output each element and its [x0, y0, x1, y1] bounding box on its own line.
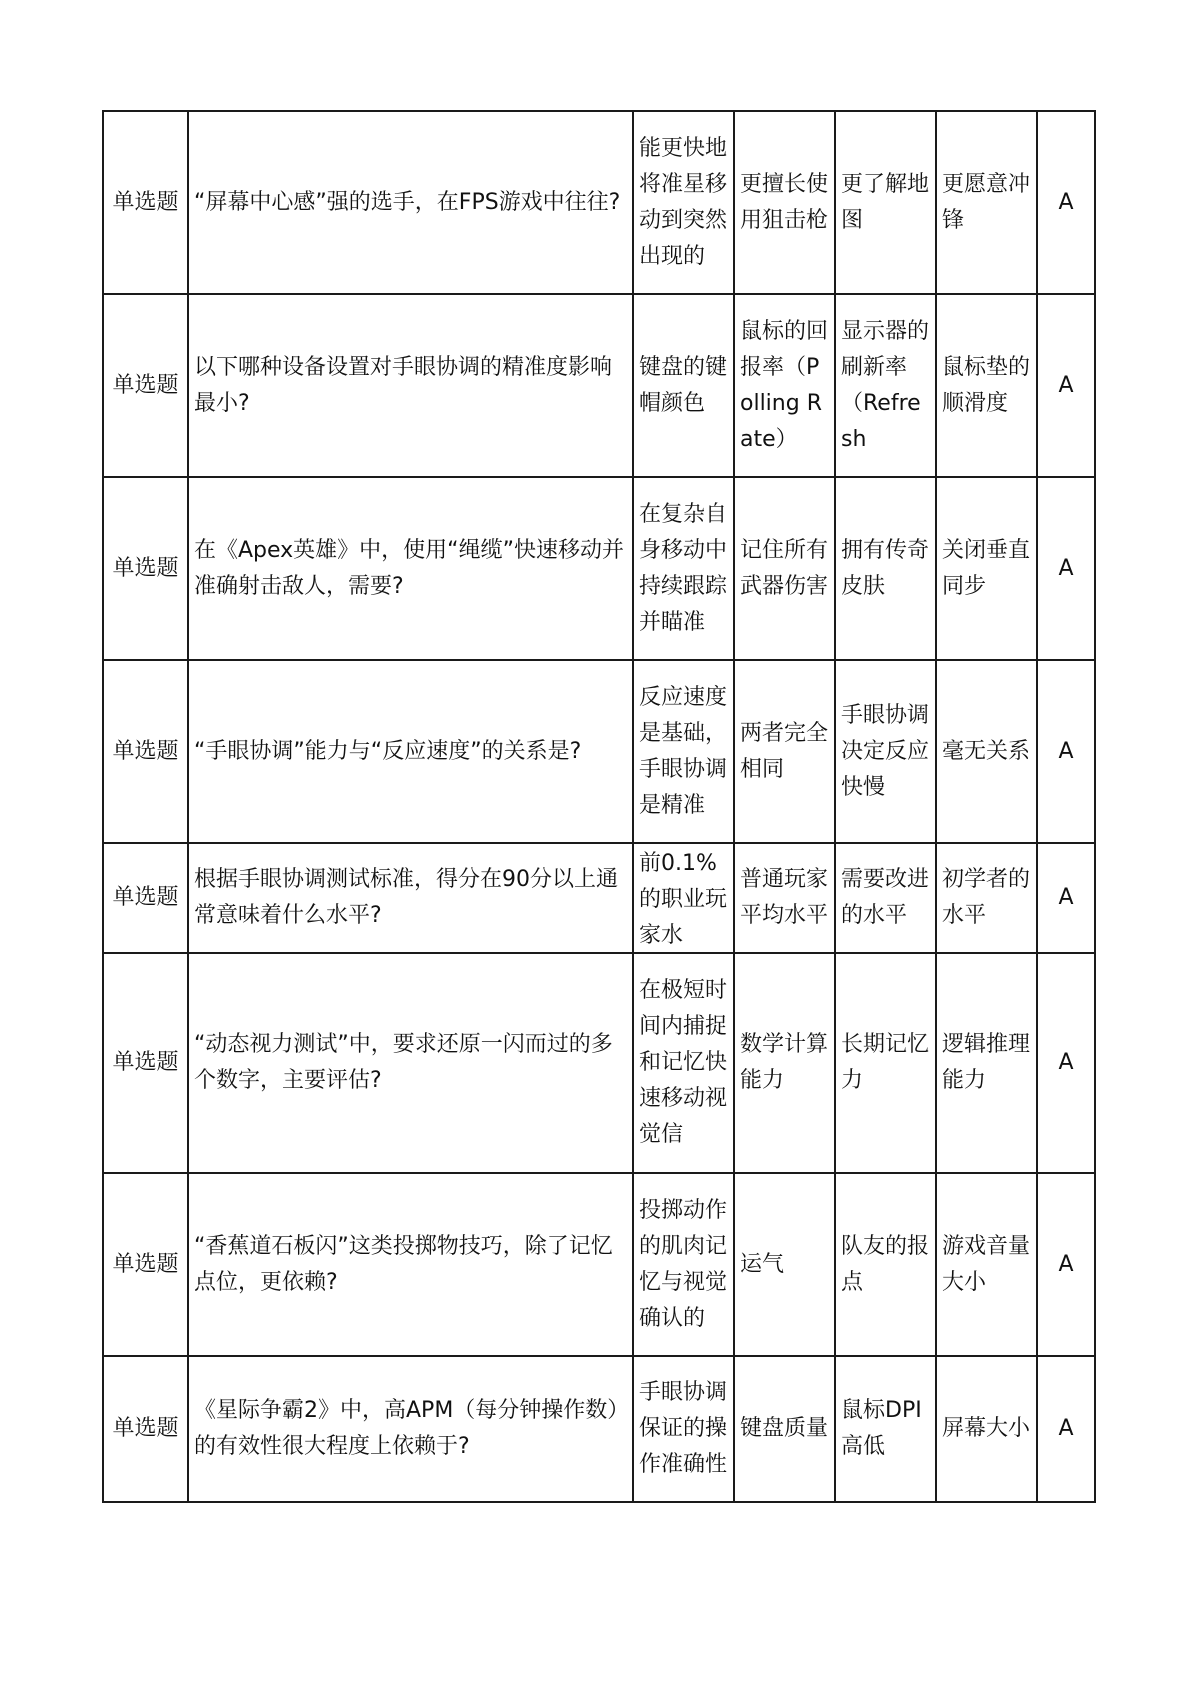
question-type: 单选题: [103, 477, 188, 660]
option-c: [835, 1356, 936, 1502]
option-b: [734, 111, 835, 294]
option-b-text: 数学计算能力: [740, 1032, 829, 1093]
option-a: [633, 1173, 734, 1356]
question-table-body: [103, 111, 1095, 1502]
option-d: [936, 953, 1037, 1173]
question-type: 单选题: [103, 294, 188, 477]
correct-answer: A: [1037, 1356, 1095, 1502]
option-a: [633, 294, 734, 477]
option-b-text: 两者完全相同: [740, 720, 829, 782]
option-c: [835, 1173, 936, 1356]
option-b-text: 记住所有武器伤害: [740, 537, 829, 599]
question-row: [103, 843, 1095, 953]
question-row: [103, 111, 1095, 294]
option-a-text: 手眼协调保证的操作准确性: [639, 1380, 728, 1477]
question-row: [103, 1356, 1095, 1502]
option-c-text: 手眼协调决定反应快慢: [841, 702, 930, 800]
option-d: [936, 843, 1037, 953]
option-d-text: 更愿意冲锋: [942, 171, 1031, 233]
option-c-text: 显示器的刷新率（Refresh: [841, 318, 930, 452]
option-c: [835, 294, 936, 477]
option-a: [633, 111, 734, 294]
option-a-text: 反应速度是基础，手眼协调是精准: [639, 684, 728, 818]
option-a-text: 投掷动作的肌肉记忆与视觉确认的: [639, 1197, 728, 1331]
option-d-text: 毫无关系: [942, 738, 1031, 764]
option-d: [936, 477, 1037, 660]
option-a: [633, 953, 734, 1173]
option-d: [936, 660, 1037, 843]
option-c: [835, 660, 936, 843]
option-b-text: 鼠标的回报率（Polling Rate）: [740, 318, 829, 452]
option-b: [734, 1356, 835, 1502]
option-c: [835, 843, 936, 953]
question-row: [103, 477, 1095, 660]
question-text: 以下哪种设备设置对手眼协调的精准度影响最小?: [188, 294, 633, 477]
correct-answer: A: [1037, 1173, 1095, 1356]
option-b: [734, 294, 835, 477]
question-type: 单选题: [103, 953, 188, 1173]
option-b: [734, 953, 835, 1173]
option-a-text: 在极短时间内捕捉和记忆快速移动视觉信: [639, 978, 728, 1147]
option-b: [734, 1173, 835, 1356]
option-b: [734, 477, 835, 660]
option-b-text: 普通玩家平均水平: [740, 867, 829, 928]
option-c-text: 拥有传奇皮肤: [841, 537, 930, 599]
question-type: 单选题: [103, 1356, 188, 1502]
option-d-text: 鼠标垫的顺滑度: [942, 354, 1031, 416]
option-c: [835, 953, 936, 1173]
option-d-text: 屏幕大小: [942, 1416, 1031, 1441]
correct-answer: A: [1037, 477, 1095, 660]
option-b-text: 键盘质量: [740, 1416, 829, 1441]
correct-answer: A: [1037, 294, 1095, 477]
question-text: “香蕉道石板闪”这类投掷物技巧，除了记忆点位，更依赖?: [188, 1173, 633, 1356]
option-c-text: 长期记忆力: [841, 1032, 930, 1093]
option-b-text: 运气: [740, 1251, 785, 1277]
option-d: [936, 1356, 1037, 1502]
option-c-text: 更了解地图: [841, 171, 930, 233]
option-d-text: 初学者的水平: [942, 867, 1031, 928]
option-b: [734, 843, 835, 953]
option-d: [936, 111, 1037, 294]
option-d: [936, 294, 1037, 477]
question-type: 单选题: [103, 843, 188, 953]
option-c-text: 鼠标DPI高低: [841, 1398, 922, 1459]
option-c: [835, 477, 936, 660]
option-d-text: 游戏音量大小: [942, 1233, 1031, 1295]
question-text: 《星际争霸2》中，高APM（每分钟操作数）的有效性很大程度上依赖于?: [188, 1356, 633, 1502]
question-row: [103, 1173, 1095, 1356]
option-a: [633, 843, 734, 953]
question-row: [103, 953, 1095, 1173]
option-a: [633, 660, 734, 843]
option-d-text: 逻辑推理能力: [942, 1032, 1031, 1093]
question-text: 根据手眼协调测试标准，得分在90分以上通常意味着什么水平?: [188, 843, 633, 953]
question-type: 单选题: [103, 1173, 188, 1356]
question-text: “屏幕中心感”强的选手，在FPS游戏中往往?: [188, 111, 633, 294]
option-a-text: 键盘的键帽颜色: [639, 354, 728, 416]
option-c: [835, 111, 936, 294]
question-row: [103, 660, 1095, 843]
option-c-text: 队友的报点: [841, 1233, 930, 1295]
question-row: [103, 294, 1095, 477]
option-a-text: 在复杂自身移动中持续跟踪并瞄准: [639, 501, 728, 635]
option-b-text: 更擅长使用狙击枪: [740, 171, 829, 233]
option-a: [633, 1356, 734, 1502]
correct-answer: A: [1037, 660, 1095, 843]
correct-answer: A: [1037, 953, 1095, 1173]
question-type: 单选题: [103, 660, 188, 843]
option-c-text: 需要改进的水平: [841, 867, 930, 928]
option-a: [633, 477, 734, 660]
option-d-text: 关闭垂直同步: [942, 537, 1031, 599]
option-d: [936, 1173, 1037, 1356]
question-type: 单选题: [103, 111, 188, 294]
correct-answer: A: [1037, 843, 1095, 953]
question-text: “手眼协调”能力与“反应速度”的关系是?: [188, 660, 633, 843]
question-text: 在《Apex英雄》中，使用“绳缆”快速移动并准确射击敌人，需要?: [188, 477, 633, 660]
option-b: [734, 660, 835, 843]
correct-answer: A: [1037, 111, 1095, 294]
question-text: “动态视力测试”中，要求还原一闪而过的多个数字，主要评估?: [188, 953, 633, 1173]
option-a-text: 前0.1%的职业玩家水: [639, 851, 728, 948]
option-a-text: 能更快地将准星移动到突然出现的: [639, 135, 728, 269]
question-table: [102, 110, 1096, 1503]
